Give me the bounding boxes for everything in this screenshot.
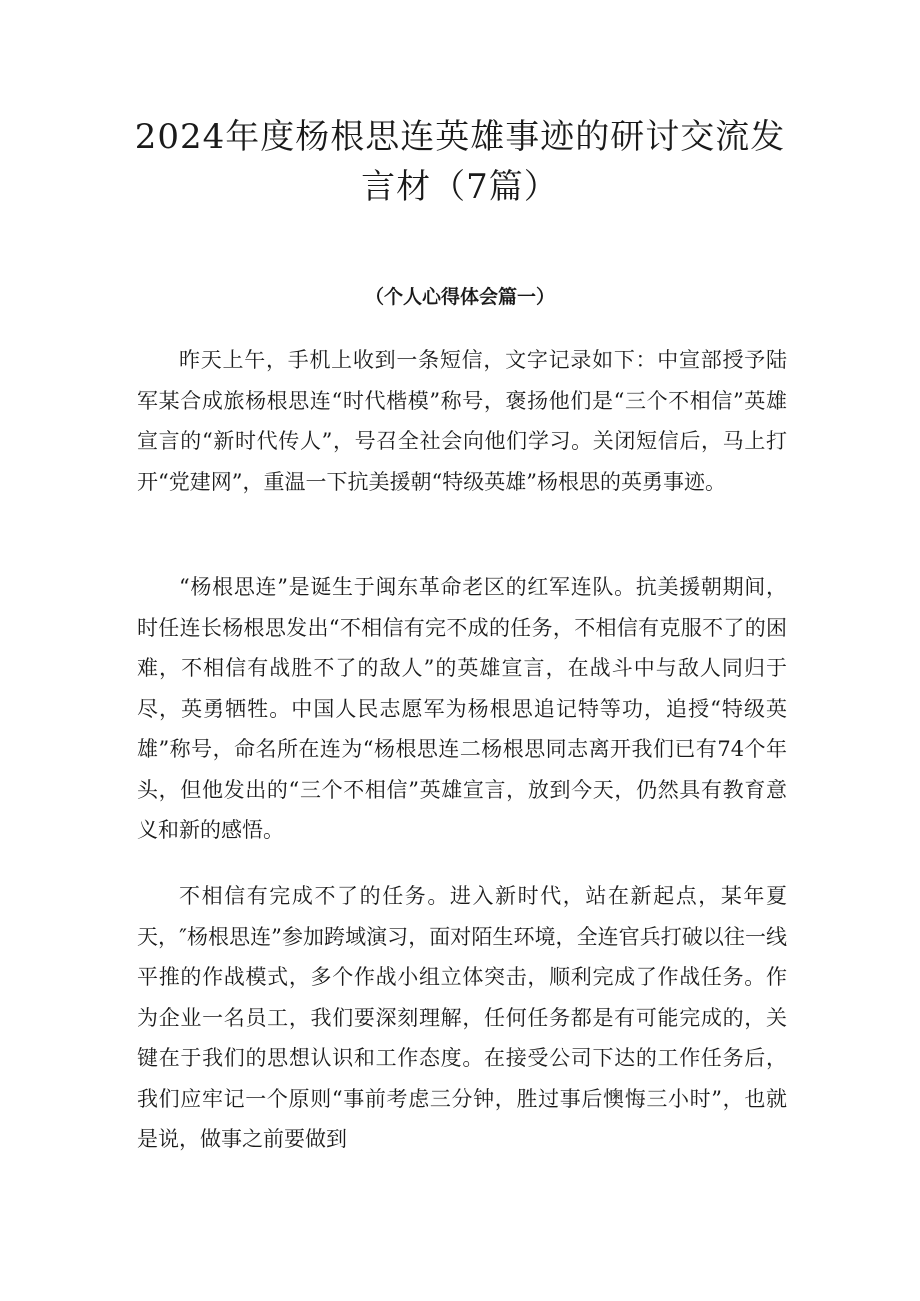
paragraph-2: “杨根思连”是诞生于闽东革命老区的红军连队。抗美援朝期间，时任连长杨根思发出“不相信有完不成的任务，不相信有克服不了的困难，不相信有战胜不了的敌人”的英雄宣言，在战斗中与敌人同归于尽，英勇牺牲。中国人民志愿军为杨根思追记特等功，追授“特级英雄”称号，命名所在连为“杨根思连二杨根思同志离开我们已有74个年头，但他发出的“三个不相信”英雄宣言，放到今天，仍然具有教育意义和新的感悟。 bbox=[137, 575, 787, 842]
paragraph-1: 昨天上午，手机上收到一条短信，文字记录如下：中宣部授予陆军某合成旅杨根思连“时代楷模”称号，褒扬他们是“三个不相信”英雄宣言的“新时代传人”，号召全社会向他们学习。关闭短信后，马上打开“党建网”，重温一下抗美援朝“特级英雄”杨根思的英勇事迹。 bbox=[137, 348, 787, 494]
document-title bbox=[0, 112, 920, 212]
section-heading: （个人心得体会篇一） bbox=[364, 286, 555, 308]
paragraph-3: 不相信有完成不了的任务。进入新时代，站在新起点，某年夏天，″杨根思连”参加跨域演习，面对陌生环境，全连官兵打破以往一线平推的作战模式，多个作战小组立体突击，顺利完成了作战任务。作为企业一名员工，我们要深刻理解，任何任务都是有可能完成的，关键在于我们的思想认识和工作态度。在接受公司下达的工作任务后，我们应牢记一个原则“事前考虑三分钟，胜过事后懊悔三小时”，也就是说，做事之前要做到 bbox=[137, 884, 787, 1151]
title-line-2: 言材（7篇） bbox=[361, 167, 559, 207]
title-line-1: 2024年度杨根思连英雄事迹的研讨交流发 bbox=[134, 117, 786, 157]
